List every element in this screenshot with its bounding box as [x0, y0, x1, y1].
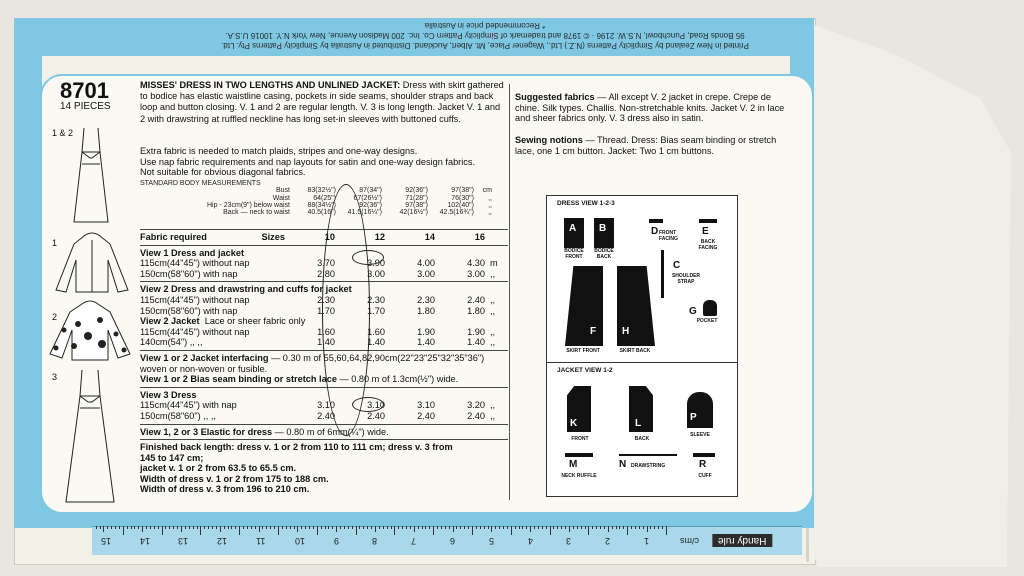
piece-r-letter: R: [699, 459, 707, 470]
ruler-tick: [243, 526, 244, 529]
ruler-unit: c/ms: [680, 536, 699, 546]
ruler-tick: [367, 526, 368, 529]
ruler-tick: [146, 526, 147, 529]
finished-line: Width of dress v. 1 or 2 from 175 to 188 cm.: [140, 473, 329, 484]
piece-c-letter: C: [673, 260, 681, 271]
finished-line: 145 to 147 cm;: [140, 452, 204, 463]
jacket-sketch-view-1: [48, 230, 136, 298]
pieces-count: 14 PIECES: [60, 101, 111, 112]
ruler-tick: [325, 526, 326, 529]
piece-p-name: SLEEVE: [690, 432, 710, 438]
ruler-tick: [309, 526, 310, 529]
value-circle-mark: [352, 397, 384, 412]
piece-r-shape: [693, 453, 715, 457]
ruler-tick: [565, 526, 566, 529]
binding-line: View 1 or 2 Bias seam binding or stretch lace — 0.80 m of 1.3cm(½") wide.: [140, 374, 459, 385]
ruler-tick: [103, 526, 104, 532]
ruler-tick: [480, 526, 481, 529]
ruler-tick: [433, 526, 434, 535]
ruler-number: 4: [527, 536, 533, 546]
ruler-tick: [429, 526, 430, 529]
piece-g-shape: [703, 300, 717, 316]
ruler-tick: [317, 526, 318, 535]
ruler-tick: [134, 526, 135, 529]
note-line: Extra fabric is needed to match plaids, stripes and one-way designs.: [140, 146, 418, 156]
ruler-tick: [189, 526, 190, 529]
ruler-tick: [468, 526, 469, 529]
ruler-tick: [142, 526, 143, 532]
diagram-divider: [547, 362, 737, 363]
ruler-tick: [437, 526, 438, 529]
elastic-line: View 1, 2 or 3 Elastic for dress — 0.80 m of 6mm(¼") wide.: [140, 426, 389, 437]
ruler-tick: [158, 526, 159, 529]
ruler-tick: [619, 526, 620, 529]
piece-f-letter: F: [590, 326, 597, 337]
ruler-tick: [406, 526, 407, 529]
piece-m-letter: M: [569, 459, 578, 470]
ruler-tick: [398, 526, 399, 529]
divider: [140, 229, 508, 230]
ruler-tick: [332, 526, 333, 529]
ruler-tick: [127, 526, 128, 529]
suggested-fabrics-text: — All except V. 2 jacket in crepe. Crepe de chine. Silk types. Challis. Non-stretchable knits. Jacket V. 2 in lace and sheer fabrics only. V. 3 dress also in satin.: [515, 92, 785, 124]
ruler-tick: [534, 526, 535, 529]
view-label: 1 & 2: [52, 128, 74, 138]
ruler-tick: [557, 526, 558, 529]
ruler-tick: [658, 526, 659, 529]
ruler-tick: [107, 526, 108, 529]
suggested-fabrics-title: Suggested fabrics: [515, 92, 595, 102]
ruler-tick: [608, 526, 609, 532]
sewing-notions: [515, 135, 785, 156]
ruler-tick: [278, 526, 279, 535]
ruler-tick: [585, 526, 586, 529]
ruler-tick: [643, 526, 644, 529]
piece-c-name: SHOULDER STRAP: [671, 273, 701, 285]
ruler-tick: [197, 526, 198, 529]
ruler-tick: [526, 526, 527, 529]
ruler-tick: [204, 526, 205, 529]
ruler-tick: [414, 526, 415, 532]
piece-d-name: FRONT FACING: [659, 230, 678, 242]
ruler-tick: [123, 526, 124, 535]
ruler-tick: [600, 526, 601, 529]
piece-n-letter: N: [619, 459, 627, 470]
ruler-number: 10: [294, 536, 305, 546]
ruler-tick: [441, 526, 442, 529]
suggested-fabrics: [515, 92, 785, 124]
finished-line: Width of dress v. 3 from 196 to 210 cm.: [140, 484, 310, 495]
table-row: 115cm(44"45") without nap 2.30 2.30 2.30 2.40 ,,: [140, 294, 496, 305]
jacket-sketch-view-2: [44, 300, 136, 364]
ruler-tick: [654, 526, 655, 529]
ruler-tick: [616, 526, 617, 529]
piece-g-name: POCKET: [696, 318, 718, 324]
piece-d-shape: [649, 219, 663, 223]
ruler-tick: [286, 526, 287, 529]
ruler-tick: [550, 526, 551, 535]
ruler-tick: [639, 526, 640, 529]
ruler-tick: [262, 526, 263, 529]
ruler-tick: [294, 526, 295, 529]
measurements-title: STANDARD BODY MEASUREMENTS: [140, 180, 261, 187]
ruler-tick: [410, 526, 411, 529]
ruler-tick: [588, 526, 589, 535]
ruler-tick: [449, 526, 450, 529]
ruler-tick: [270, 526, 271, 529]
ruler-tick: [666, 526, 667, 535]
table-header: Fabric required Sizes 10 12 14 16: [140, 232, 485, 242]
table-row: 140cm(54") ,, ,, 1.40 1.40 1.40 1.40 ,,: [140, 337, 496, 348]
pattern-pieces-diagram: [546, 195, 738, 497]
ruler-tick: [596, 526, 597, 529]
piece-d-letter: D: [651, 226, 659, 237]
ruler-tick: [573, 526, 574, 529]
ruler-tick: [530, 526, 531, 532]
ruler-tick: [623, 526, 624, 529]
ruler-number: 1: [644, 536, 650, 546]
ruler-tick: [235, 526, 236, 529]
ruler-tick: [228, 526, 229, 529]
ruler-tick: [383, 526, 384, 529]
ruler-tick: [251, 526, 252, 529]
piece-a-letter: A: [569, 223, 577, 234]
interfacing-line: View 1 or 2 Jacket interfacing — 0.30 m of 55,60,64,82,90cm(22"23"25"32"35"36"): [140, 352, 485, 363]
ruler-tick: [231, 526, 232, 529]
jacket-layout-title: JACKET VIEW 1-2: [557, 367, 613, 374]
piece-e-letter: E: [702, 226, 709, 237]
ruler-tick: [185, 526, 186, 529]
envelope-flap: [806, 22, 1011, 567]
ruler-tick: [363, 526, 364, 529]
piece-a-name: BODICE FRONT: [564, 248, 584, 260]
description-text: Dress with skirt gathered to bodice has elastic waistline casing, pockets in side seams, shoulder straps and back loop and button closing. V. 1 and 2 are regular length. V. 3 is long length. Jacket V. 1 and 2 with drawstring at ruffled neckline has long set-in sleeves with buttoned cuffs.: [140, 80, 504, 124]
ruler-tick: [631, 526, 632, 529]
ruler-tick: [464, 526, 465, 529]
table-row: 115cm(44"45") without nap 1.60 1.60 1.90 1.90 ,,: [140, 326, 496, 337]
ruler-tick: [553, 526, 554, 529]
ruler-tick: [519, 526, 520, 529]
ruler-tick: [542, 526, 543, 529]
ruler-tick: [561, 526, 562, 529]
ruler-number: 2: [605, 536, 611, 546]
imprint-line: * Recommended price in Australia: [424, 21, 546, 30]
ruler-tick: [379, 526, 380, 529]
piece-h-name: SKIRT BACK: [619, 348, 651, 354]
ruler-tick: [216, 526, 217, 529]
view-heading: View 3 Dress: [140, 389, 197, 400]
ruler-tick: [472, 526, 473, 535]
ruler-number: 12: [217, 536, 228, 546]
ruler-tick: [503, 526, 504, 529]
piece-b-letter: B: [599, 223, 607, 234]
ruler-tick: [476, 526, 477, 529]
ruler-tick: [224, 526, 225, 529]
ruler-tick: [200, 526, 201, 535]
ruler-tick: [96, 526, 97, 529]
ruler-tick: [604, 526, 605, 529]
handy-rule-label: Handy rule: [712, 534, 772, 547]
ruler-tick: [546, 526, 547, 529]
piece-n-shape: [619, 454, 677, 456]
ruler-tick: [445, 526, 446, 529]
ruler-number: 3: [566, 536, 572, 546]
ruler-tick: [193, 526, 194, 529]
ruler-tick: [352, 526, 353, 529]
piece-p-letter: P: [690, 412, 697, 423]
ruler-tick: [340, 526, 341, 529]
ruler-number: 11: [256, 536, 266, 546]
measurement-row: Bust 83(32½") 87(34") 92(36") 97(38") cm: [275, 187, 492, 195]
imprint-line: 95 Bonds Road, Punchbowl, N.S.W. 2196 · © 1978 and trademark of Simplicity Pattern Co. Inc. 200 Madison Avenue, New York N.Y. 10016 U.S.A.: [225, 31, 745, 40]
ruler-number: 8: [372, 536, 378, 546]
ruler-tick: [592, 526, 593, 529]
ruler-tick: [119, 526, 120, 529]
ruler-tick: [495, 526, 496, 529]
ruler-tick: [538, 526, 539, 529]
ruler-tick: [154, 526, 155, 529]
pattern-description: [140, 80, 505, 125]
ruler-tick: [387, 526, 388, 529]
ruler-tick: [569, 526, 570, 532]
ruler-tick: [662, 526, 663, 529]
ruler-tick: [115, 526, 116, 529]
ruler-tick: [274, 526, 275, 529]
note-line: Not suitable for obvious diagonal fabrics.: [140, 167, 306, 177]
piece-f-name: SKIRT FRONT: [566, 348, 600, 354]
table-row: 115cm(44"45") with nap 3.10 3.10 3.10 3.20 ,,: [140, 400, 496, 411]
ruler-tick: [627, 526, 628, 535]
piece-l-letter: L: [635, 418, 642, 429]
ruler-tick: [356, 526, 357, 535]
ruler-tick: [577, 526, 578, 529]
view-label: 3: [52, 372, 58, 382]
ruler-tick: [491, 526, 492, 532]
ruler-tick: [247, 526, 248, 529]
ruler-tick: [391, 526, 392, 529]
ruler-tick: [150, 526, 151, 529]
ruler-tick: [453, 526, 454, 532]
ruler-tick: [169, 526, 170, 529]
finished-line: jacket v. 1 or 2 from 63.5 to 65.5 cm.: [140, 463, 297, 474]
ruler-tick: [305, 526, 306, 529]
pattern-number: 8701: [60, 78, 109, 103]
ruler-tick: [359, 526, 360, 529]
dress-layout-title: DRESS VIEW 1-2-3: [557, 200, 615, 207]
interfacing-line-2: woven or non-woven or fusible.: [140, 363, 268, 374]
ruler-tick: [173, 526, 174, 529]
sewing-notions-text: — Thread. Dress: Bias seam binding or stretch lace, one 1 cm button. Jacket: Two 1 cm buttons.: [515, 135, 777, 156]
table-row: 150cm(58"60") ,, ,, 2.40 2.40 2.40 2.40 ,,: [140, 410, 496, 421]
ruler-tick: [313, 526, 314, 529]
ruler-tick: [484, 526, 485, 529]
ruler-number: 6: [450, 536, 456, 546]
column-divider: [509, 84, 510, 500]
ruler-number: 9: [333, 536, 339, 546]
ruler-tick: [162, 526, 163, 535]
measurement-row: Waist 64(25") 67(26½") 71(28") 76(30") ,,: [272, 194, 492, 202]
ruler-tick: [328, 526, 329, 529]
ruler-tick: [418, 526, 419, 529]
piece-m-shape: [565, 453, 593, 457]
ruler-number: 7: [411, 536, 417, 546]
piece-m-name: NECK RUFFLE: [561, 473, 597, 479]
divider: [140, 245, 508, 246]
view-heading: View 2 Dress and drawstring and cuffs for jacket: [140, 284, 352, 295]
ruler-tick: [290, 526, 291, 529]
piece-g-letter: G: [689, 306, 697, 317]
table-row: 115cm(44"45") without nap 3.70 3.90 4.00 4.30 m: [140, 258, 498, 269]
ruler-tick: [647, 526, 648, 532]
dress-sketch-view-3: [58, 366, 124, 506]
publisher-imprint: [175, 20, 795, 50]
ruler-tick: [301, 526, 302, 529]
ruler-tick: [344, 526, 345, 529]
ruler-tick: [371, 526, 372, 529]
ruler-tick: [402, 526, 403, 529]
divider: [140, 439, 508, 440]
dress-sketch-view-1-2: [62, 122, 122, 230]
view-heading: View 2 Jacket Lace or sheer fabric only: [140, 316, 306, 327]
piece-c-shape: [661, 250, 664, 298]
ruler-tick: [321, 526, 322, 529]
description-title: MISSES' DRESS IN TWO LENGTHS AND UNLINED JACKET:: [140, 80, 401, 90]
ruler-tick: [511, 526, 512, 535]
ruler-tick: [515, 526, 516, 529]
divider: [140, 387, 508, 388]
ruler-tick: [208, 526, 209, 529]
measurement-row: Hip - 23cm(9") below waist 88(34½") 92(36") 97(38") 102(40") ,,: [206, 201, 492, 209]
ruler-tick: [239, 526, 240, 535]
ruler-number: 5: [488, 536, 494, 546]
ruler-tick: [259, 526, 260, 532]
ruler-tick: [181, 526, 182, 532]
ruler-tick: [282, 526, 283, 529]
view-label: 1: [52, 238, 58, 248]
piece-k-letter: K: [570, 418, 578, 429]
ruler-number: 13: [178, 536, 189, 546]
imprint-line: Printed in New Zealand by Simplicity Patterns (N.Z.) Ltd., Wagener Place, Mt. Albert, Auckland. Distributed in Australia by Simplicity Patterns Pty. Ltd.: [221, 41, 749, 50]
note-line: Use nap fabric requirements and nap layouts for satin and one-way design fabrics.: [140, 156, 476, 167]
ruler-tick: [456, 526, 457, 529]
ruler-tick: [220, 526, 221, 532]
extra-notes: [140, 146, 505, 178]
ruler-tick: [581, 526, 582, 529]
piece-f-shape: [565, 266, 603, 346]
value-circle-mark: [352, 250, 384, 265]
ruler-tick: [488, 526, 489, 529]
piece-l-name: BACK: [634, 436, 650, 442]
ruler-tick: [100, 526, 101, 529]
left-blue-band: [14, 18, 42, 528]
piece-n-name: DRAWSTRING: [631, 463, 666, 469]
ruler-tick: [635, 526, 636, 529]
piece-b-name: BODICE BACK: [594, 248, 614, 260]
ruler-tick: [507, 526, 508, 529]
sewing-notions-title: Sewing notions: [515, 135, 583, 145]
ruler-tick: [522, 526, 523, 529]
ruler-tick: [165, 526, 166, 529]
ruler-tick: [138, 526, 139, 529]
ruler-number: 14: [139, 536, 150, 546]
ruler-tick: [266, 526, 267, 529]
body-measurements: [140, 180, 505, 216]
ruler-tick: [111, 526, 112, 529]
measurement-row: Back — neck to waist 40.5(16") 41.5(16¼") 42(16½") 42.5(16¾") ,,: [223, 209, 492, 217]
ruler-tick: [422, 526, 423, 529]
view-heading: View 1 Dress and jacket: [140, 247, 245, 258]
piece-k-name: FRONT: [571, 436, 589, 442]
ruler-tick: [212, 526, 213, 529]
divider: [140, 424, 508, 425]
ruler-tick: [460, 526, 461, 529]
ruler-tick: [425, 526, 426, 529]
ruler-tick: [612, 526, 613, 529]
ruler-tick: [650, 526, 651, 529]
ruler-tick: [177, 526, 178, 529]
ruler-tick: [336, 526, 337, 532]
piece-e-name: BACK FACING: [698, 239, 718, 251]
ruler-tick: [255, 526, 256, 529]
ruler-tick: [394, 526, 395, 535]
piece-r-name: CUFF: [698, 473, 712, 479]
piece-h-letter: H: [622, 326, 630, 337]
ruler-tick: [297, 526, 298, 532]
ruler-tick: [499, 526, 500, 529]
table-row: 150cm(58"60") with nap 2.80 3.00 3.00 3.00 ,,: [140, 268, 496, 279]
ruler-tick: [348, 526, 349, 529]
piece-e-shape: [699, 219, 717, 223]
ruler-tick: [375, 526, 376, 532]
view-label: 2: [52, 312, 58, 322]
finished-line: Finished back length: dress v. 1 or 2 from 110 to 111 cm; dress v. 3 from: [140, 442, 453, 453]
ruler-number: 15: [100, 536, 111, 546]
table-row: 150cm(58"60") with nap 1.70 1.70 1.80 1.80 ,,: [140, 305, 496, 316]
ruler-tick: [131, 526, 132, 529]
